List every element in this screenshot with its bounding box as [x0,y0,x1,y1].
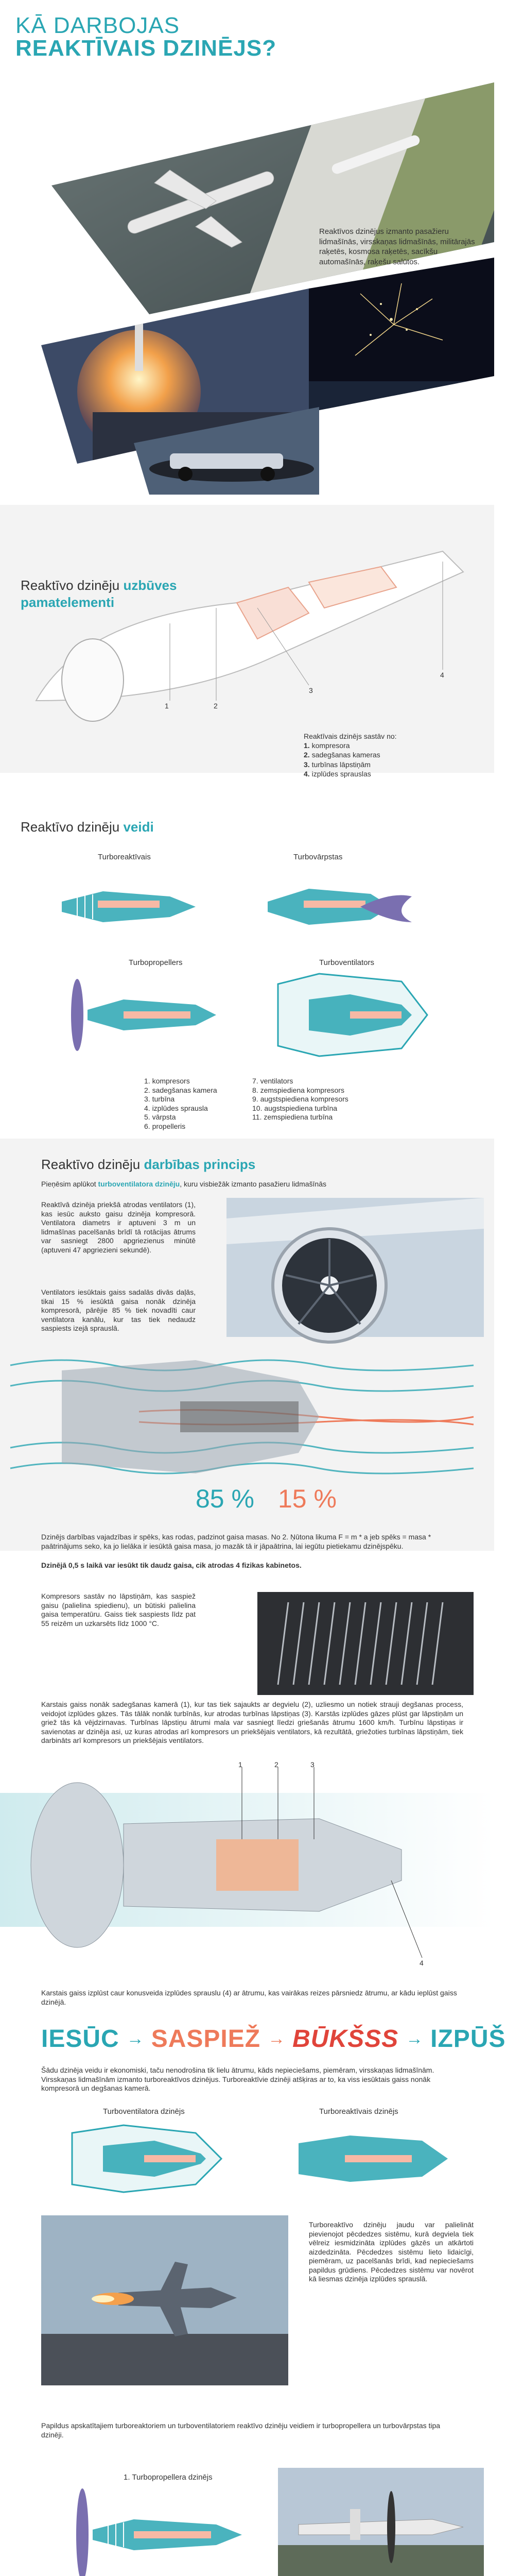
cycle-text: Šādu dzinēja veidu ir ekonomiski, taču nenodrošina tik lielu ātrumu, kāds nepieciešams, piemēram, virsskaņas lidmašīnām. Virsskaņas lidmašīnām izmanto turboreaktīvos dzinējus. Turboreaktīvie dzinēji atšķiras ar to, ka viss iesūktais gaiss nonāk kompresorā un degšanas kamerā. [41,2066,434,2092]
principle-title-normal: Reaktīvo dzinēju [41,1157,144,1172]
list-num: 2. [304,751,310,759]
types-title [21,819,154,835]
legend-item: 7. ventilators [252,1077,293,1085]
structure-list-intro: Reaktīvais dzinējs sastāv no: [304,732,397,740]
percent-core: 15 % [278,1484,337,1513]
principle-lead [41,1180,463,1189]
structure-list-item [304,750,479,759]
lead-after: , kuru visbiežāk izmanto pasažieru lidmašīnās [180,1180,326,1188]
lead-bold: turboventilatora dzinēju [98,1180,180,1188]
intro-text: Reaktīvos dzinējus izmanto pasažieru lidmašīnās, virsskaņas lidmašīnās, militārajās raķetēs, kosmosa raķetēs, sacīkšu automašīnās, raķešu salūtos. [319,227,475,266]
turbofan-compare [72,2125,221,2192]
lead-before: Pieņēsim aplūkot [41,1180,98,1188]
list-num: 4. [304,769,310,778]
legend-item: 10. augstspiediena turbīna [252,1104,338,1112]
types-title-bold: veidi [123,819,154,835]
arrow-icon: → [126,2029,144,2048]
callout-3: 3 [309,686,313,694]
label-turbojet: Turboreaktīvais [98,853,151,861]
rocket-collage [0,289,494,500]
principle-body-5: Kompresors sastāv no lāpstiņām, kas saspiež gaisu (palielina spiedienu), un būtiski palielina gaisa temperatūru. Gaiss tiek saspiests līdz pat 55 reizēm un uzkarsēts līdz 1000 °C. [41,1592,196,1628]
cycle-word-compress: SASPIEŽ [151,2025,261,2053]
legend-item: 5. vārpsta [144,1113,176,1121]
callout-3: 3 [310,1760,315,1769]
list-text: kompresora [311,741,350,750]
engine-types-diagrams [0,866,494,1072]
label-turboprop: Turbopropellers [129,958,183,967]
turbojet-diagram [62,891,196,922]
compare-diagrams [41,2117,474,2200]
label-turboshaft: Turbovārpstas [293,853,343,861]
callout-1: 1 [238,1760,242,1769]
callout-1: 1 [165,702,169,710]
structure-list-item [304,741,479,750]
list-text: sadegšanas kameras [311,751,380,759]
page-title [15,14,276,60]
label-turbofan-engine: Turboventilatora dzinējs [103,2107,185,2116]
label-turbojet-engine: Turboreaktīvais dzinējs [319,2107,398,2116]
types-legend-left [144,1077,247,1131]
cycle-word-bang: BŪKŠSS [292,2025,399,2053]
engine-front-photo [226,1198,484,1337]
principle-body-1: Reaktīvā dzinēja priekšā atrodas ventilators (1), kas iesūc auksto gaisu dzinēja kompresorā. Ventilatora diametrs ir aptuveni 3 m un lidmašīnas pacelšanās brīdī tā rotācijas ātrums var sasniegt 2800 apgriezienus minūtē (aptuveni 47 apgriezieni sekundē). [41,1200,196,1254]
turboprop-engine-diagram [62,2483,257,2576]
cycle-word-exhaust: IZPŪŠ [430,2025,506,2053]
principle-body-4: Dzinējā 0,5 s laikā var iesūkt tik daudz gaisa, cik atrodas 4 fizikas kabinetos. [41,1561,302,1569]
principle-body-7: Karstais gaiss izplūst caur konusveida izplūdes sprauslu (4) ar ātrumu, kas vairākas reizes pārsniedz ātrumu, ar kādu ieplūst gaiss dzinējā. [41,1989,457,2006]
legend-item: 2. sadegšanas kamera [144,1086,217,1094]
structure-title-normal: Reaktīvo dzinēju [21,578,124,593]
variants-intro: Papildus apskatītajiem turboreaktoriem un turboventilatoriem reaktīvo dzinēju veidiem ir turbopropellera un turbovārpstas tipa dzinēji. [41,2421,441,2439]
list-text: izplūdes sprauslas [311,769,371,778]
afterburner-jet-photo [41,2215,288,2385]
title-line-1: KĀ DARBOJAS [15,13,180,38]
principle-body-6: Karstais gaiss nonāk sadegšanas kamerā (1), kur tas tiek sajaukts ar degvielu (2), uzliesmo un notiek strauji degšanas process, veidojot izplūdes gāzes. Tās tālāk nonāk turbīnās, kur atrodas turbīnas lāpstiņas (3). Karstās izplūdes gāzes plūst gar lāpstiņām un griež tās kā vējdzirnavas. Turbīnas lāpstiņu ātrumi mala var sasniegt līedzi griešanās ātrumu 1600 km/h. Turbīnu lāpstiņas ir savienotas ar dzinēja asi, uz kuras atrodas arī kompresors un priekšējais ventilators, kā rezultātā, griežoties turbīnas lāpstiņām, tiek darbināts arī kompresors un priekšējais ventilators. [41,1700,463,1744]
types-title-normal: Reaktīvo dzinēju [21,819,124,835]
legend-item: 6. propelleris [144,1122,186,1130]
percent-bypass: 85 % [196,1484,254,1513]
callout-2: 2 [274,1760,278,1769]
legend-item: 1. kompresors [144,1077,190,1085]
structure-list-item [304,769,479,778]
turbofan-diagram [278,974,427,1056]
list-num: 1. [304,741,310,750]
turboprop-plane-photo [278,2468,484,2576]
compressor-photo [257,1592,474,1695]
label-turboprop-engine: 1. Turbopropellera dzinējs [124,2473,213,2482]
cycle-word-intake: IESŪC [41,2025,119,2053]
arrow-icon: → [268,2029,286,2048]
principle-title [41,1157,255,1173]
airflow-diagram [10,1334,484,1504]
principle-title-bold: darbības princips [144,1157,256,1172]
legend-item: 9. augstspiediena kompresors [252,1095,348,1103]
turboprop-diagram [71,979,216,1051]
callout-4: 4 [440,671,444,679]
list-num: 3. [304,760,310,769]
label-turbofan: Turboventilators [319,958,374,967]
legend-item: 4. izplūdes sprausla [144,1104,208,1112]
cycle-words-row [41,2025,506,2053]
arrow-icon: → [406,2029,424,2048]
legend-item: 11. zemspiediena turbīna [252,1113,333,1121]
combustion-turbine-diagram [0,1762,494,1978]
afterburner-text: Turboreaktīvo dzinēju jaudu var palielināt pievienojot pēcdedzes sistēmu, kurā degviela tiek vēlreiz iesmidzināta izplūdes gāzēs un atkārtoti aizdedzināta. Pēcdedzes sistēmu lieto lidaicīgi, piemēram, uz pacelšanās brīdi, kad nepieciešams papildus grūdiens. Pēcdedzes sistēmu var novērot kā liesmas dzinēja izplūdes sprauslā. [309,2221,474,2283]
legend-item: 3. turbīna [144,1095,175,1103]
structure-list [304,732,479,778]
callout-2: 2 [214,702,218,710]
turboshaft-diagram [268,889,412,925]
structure-title-bold: uzbūves pamatelementi [21,578,177,610]
engine-cutaway-diagram [21,531,484,732]
legend-item: 8. zemspiediena kompresors [252,1086,344,1094]
title-line-2: REAKTĪVAIS DZINĒJS? [15,36,277,61]
callout-4: 4 [420,1959,424,1967]
types-legend-right [252,1077,386,1122]
structure-list-item [304,760,479,769]
turbojet-compare [299,2136,448,2182]
principle-body-2: Ventilators iesūktais gaiss sadalās divās daļās, tikai 15 % iesūktā gaisa nonāk dzinēja kompresorā, pārējie 85 % tiek novadīti caur ventilatora kanālu, kur tas tiek nedaudz saspiests izejā sprauslā. [41,1288,196,1332]
list-text: turbīnas lāpstiņām [311,760,371,769]
principle-body-3: Dzinējs darbības vajadzības ir spēks, kas rodas, padzinot gaisa masas. No 2. Ņūtona likuma F = m * a jeb spēks = masa * paātrinājums seko, ka jo lielāka ir iesūktā gaisa masa, jo mazāk tā ir jāpaātrina, lai iegūtu pietiekamu dzinējspēku. [41,1533,431,1550]
